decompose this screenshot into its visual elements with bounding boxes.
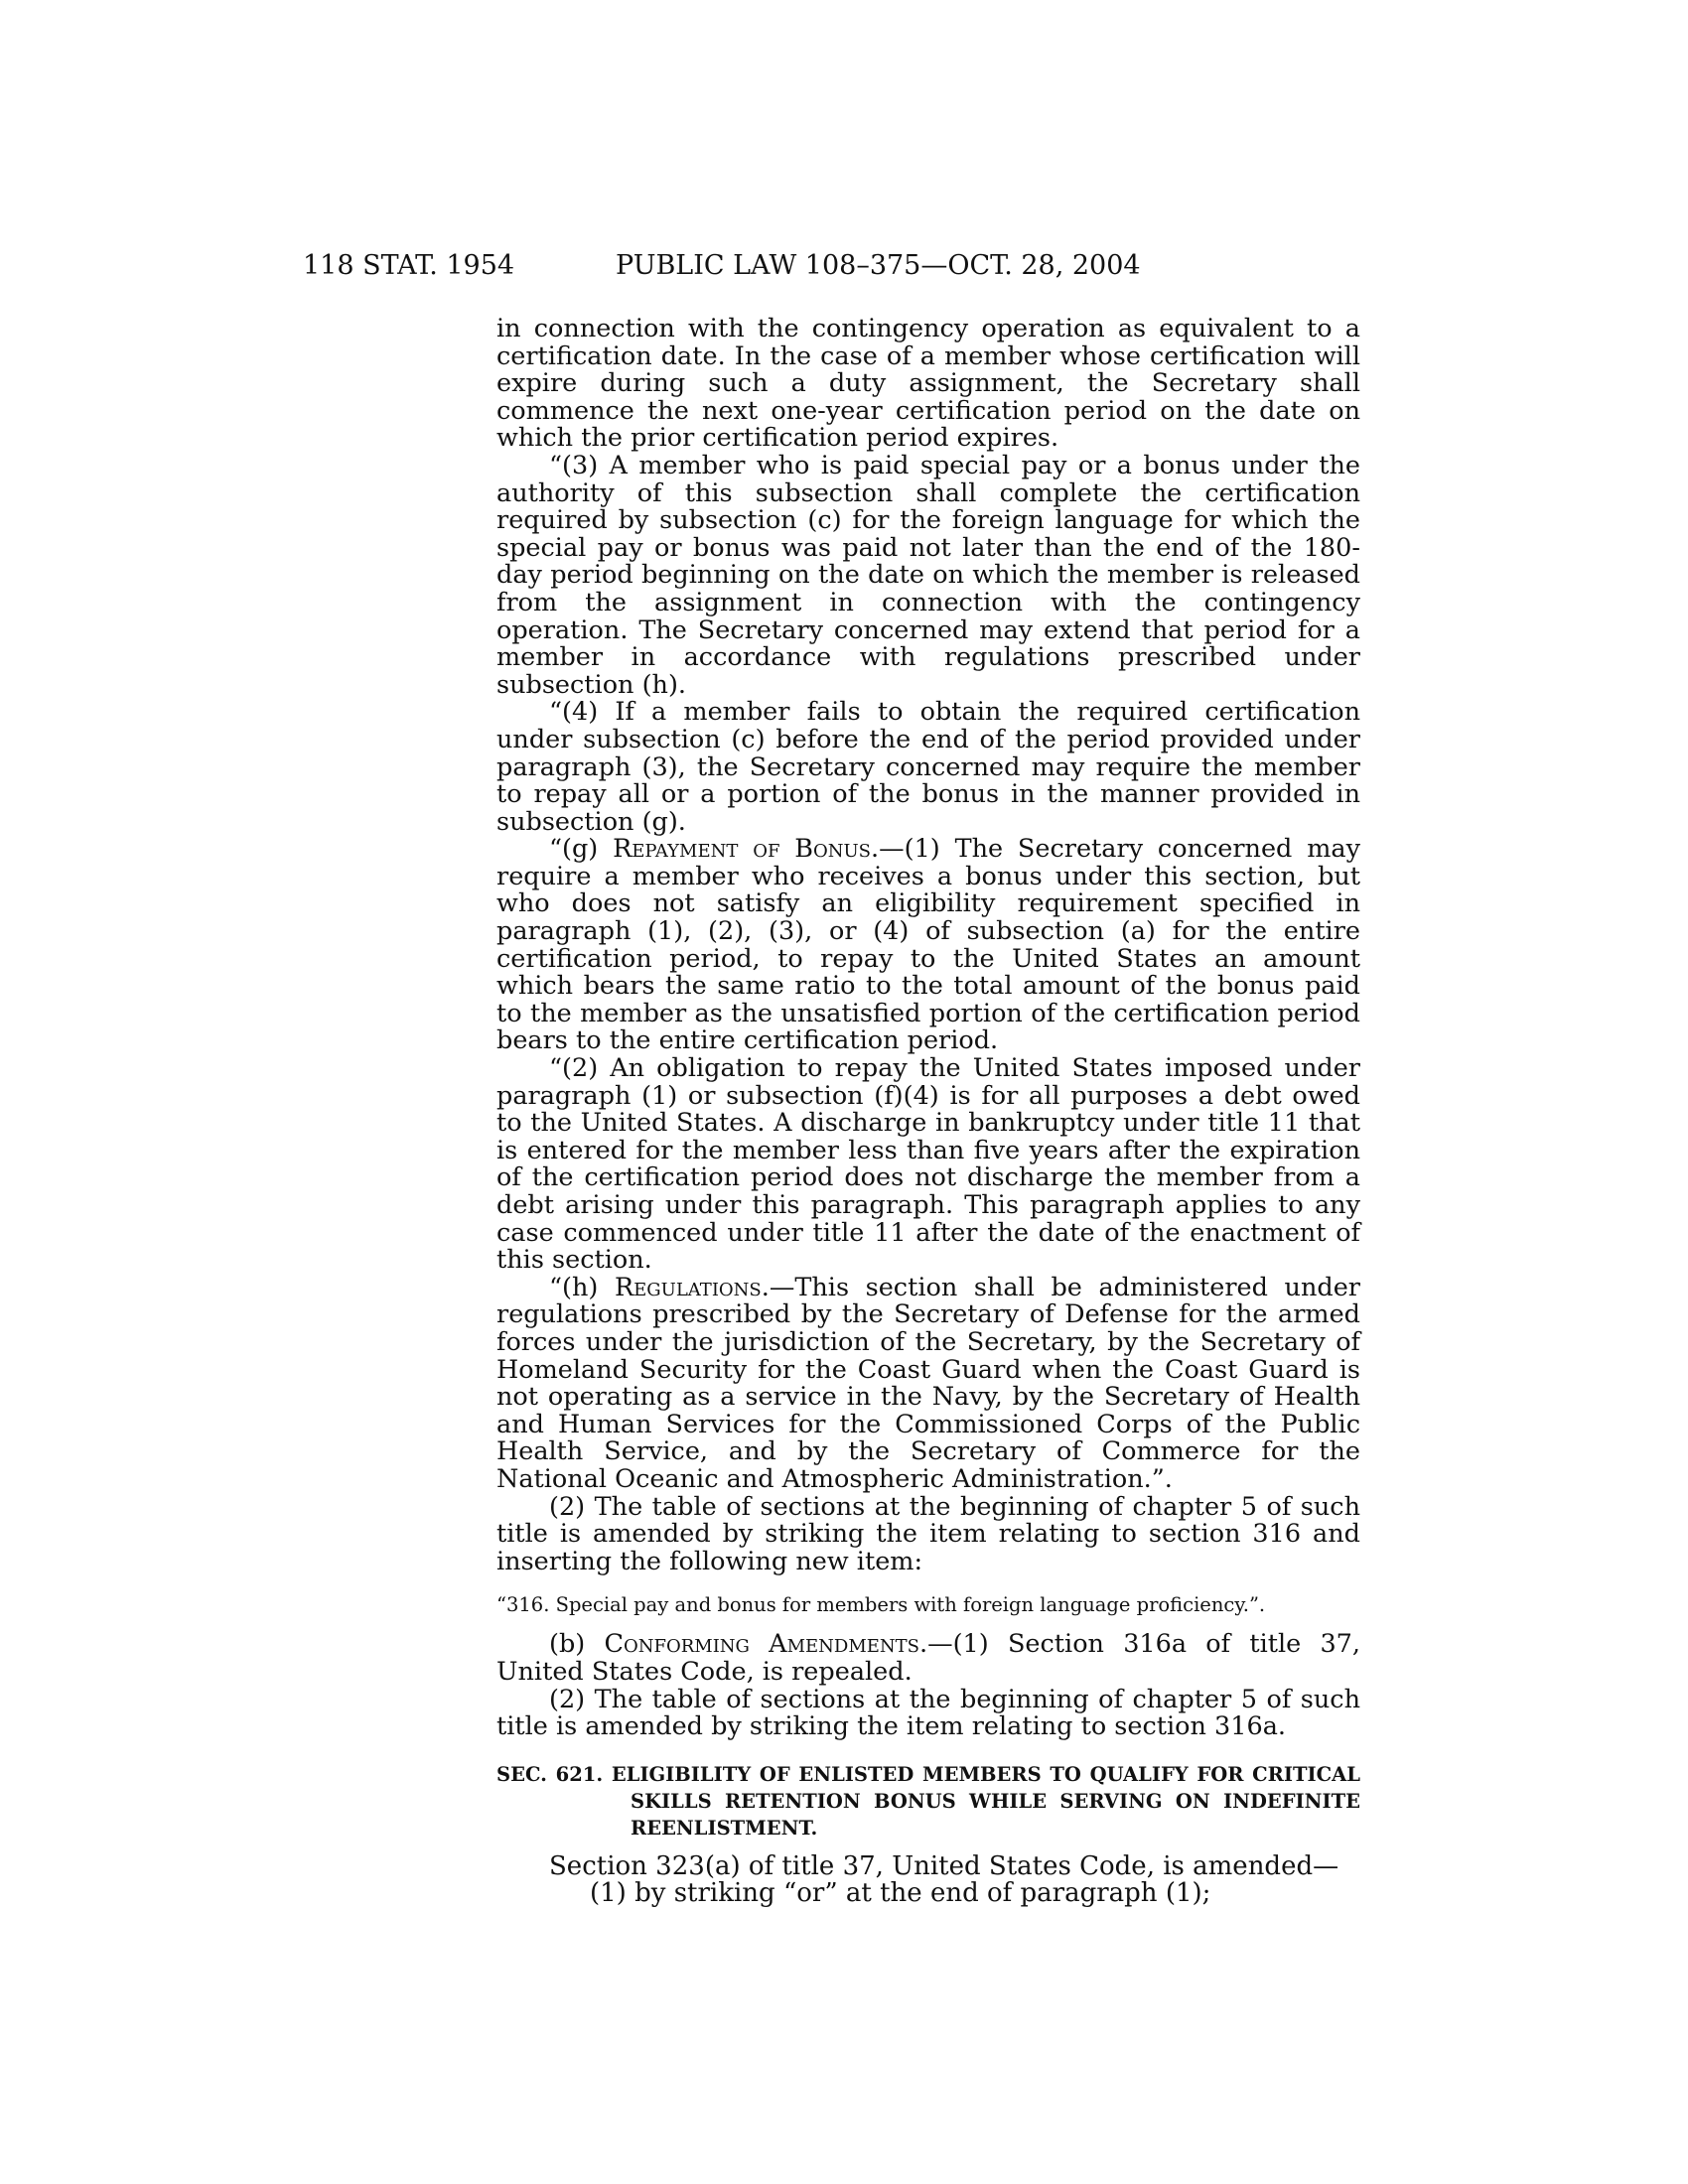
heading-repayment-of-bonus: Repayment of Bonus (613, 834, 872, 865)
body-text (496, 316, 1360, 1908)
paragraph-a2: (2) The table of sections at the beginning of chapter 5 of such title is amended by striking the item relating to section 316 and inserting the following new item: (496, 1491, 1360, 1576)
section-621-intro: Section 323(a) of title 37, United States Code, is amended— (549, 1850, 1339, 1881)
paragraph-f4: “(4) If a member fails to obtain the required certification under subsection (c) before the end of the period provided under paragraph (3), the Secretary concerned may require the member to repay all or a portion of the bonus in the manner provided in subsection (g). (496, 697, 1360, 837)
page-header (0, 250, 1688, 290)
paragraph-h-prefix: “(h) (549, 1272, 615, 1302)
heading-conforming-amendments: Conforming Amendments (604, 1629, 919, 1660)
heading-regulations: Regulations (614, 1272, 762, 1302)
public-law-citation: PUBLIC LAW 108–375—OCT. 28, 2004 (616, 250, 1141, 281)
paragraph-b-prefix: (b) (549, 1629, 605, 1660)
paragraph-h-text: .—This section shall be administered under regulations prescribed by the Secretary of Defense for the armed forces under the jurisdiction of the Secretary, by the Secretary of Homeland Security for the Coast Guard when the Coast Guard is not operating as a service in the Navy, by the Secretary of Health and Human Services for the Commissioned Corps of the Public Health Service, and by the Secretary of Commerce for the National Oceanic and Atmospheric Administration.”. (496, 1272, 1360, 1494)
paragraph-continuation: in connection with the contingency operation as equivalent to a certification date. In the case of a member whose certification will expire during such a duty assignment, the Secretary shall commence the next one-year certification period on the date on which the prior certification period expires. (496, 314, 1360, 454)
paragraph-b1 (496, 1631, 1360, 1686)
paragraph-g-prefix: “(g) (549, 834, 614, 865)
paragraph-h (496, 1272, 1360, 1494)
paragraph-b-text: .—(1) Section 316a of title 37, United States Code, is repealed. (496, 1629, 1361, 1687)
paragraph-g1 (496, 836, 1360, 1055)
paragraph-b2: (2) The table of sections at the beginning of chapter 5 of such title is amended by striking the item relating to section 316a. (496, 1684, 1360, 1742)
table-of-sections-item: “316. Special pay and bonus for members with foreign language proficiency.”. (496, 1593, 1266, 1617)
section-621-paragraph-1: (1) by striking “or” at the end of paragraph (1); (590, 1878, 1211, 1909)
paragraph-f3: “(3) A member who is paid special pay or a bonus under the authority of this subsection shall complete the certification required by subsection (c) for the foreign language for which the special pay or bonus was paid not later than the end of the 180-day period beginning on the date on which the member is released from the assignment in connection with the contingency operation. The Secretary concerned may extend that period for a member in accordance with regulations prescribed under subsection (h). (496, 450, 1360, 700)
stat-page-number: 118 STAT. 1954 (303, 250, 515, 281)
paragraph-g-text: .—(1) The Secretary concerned may require a member who receives a bonus under this section, but who does not satisfy an eligibility requirement specified in paragraph (1), (2), (3), or (4) of subsection (a) for the entire certification period, to repay to the United States an amount which bears the same ratio to the total amount of the bonus paid to the member as the unsatisfied portion of the certification period bears to the entire certification period. (496, 834, 1360, 1056)
paragraph-g2: “(2) An obligation to repay the United States imposed under paragraph (1) or subsection (f)(4) is for all purposes a debt owed to the United States. A discharge in bankruptcy under title 11 that is entered for the member less than five years after the expiration of the certification period does not discharge the member from a debt arising under this paragraph. This paragraph applies to any case commenced under title 11 after the date of the enactment of this section. (496, 1053, 1360, 1276)
section-621-heading: SEC. 621. ELIGIBILITY OF ENLISTED MEMBERS TO QUALIFY FOR CRITICAL SKILLS RETENTION BONUS WHILE SERVING ON INDEFINITE REENLISTMENT. (496, 1762, 1360, 1840)
